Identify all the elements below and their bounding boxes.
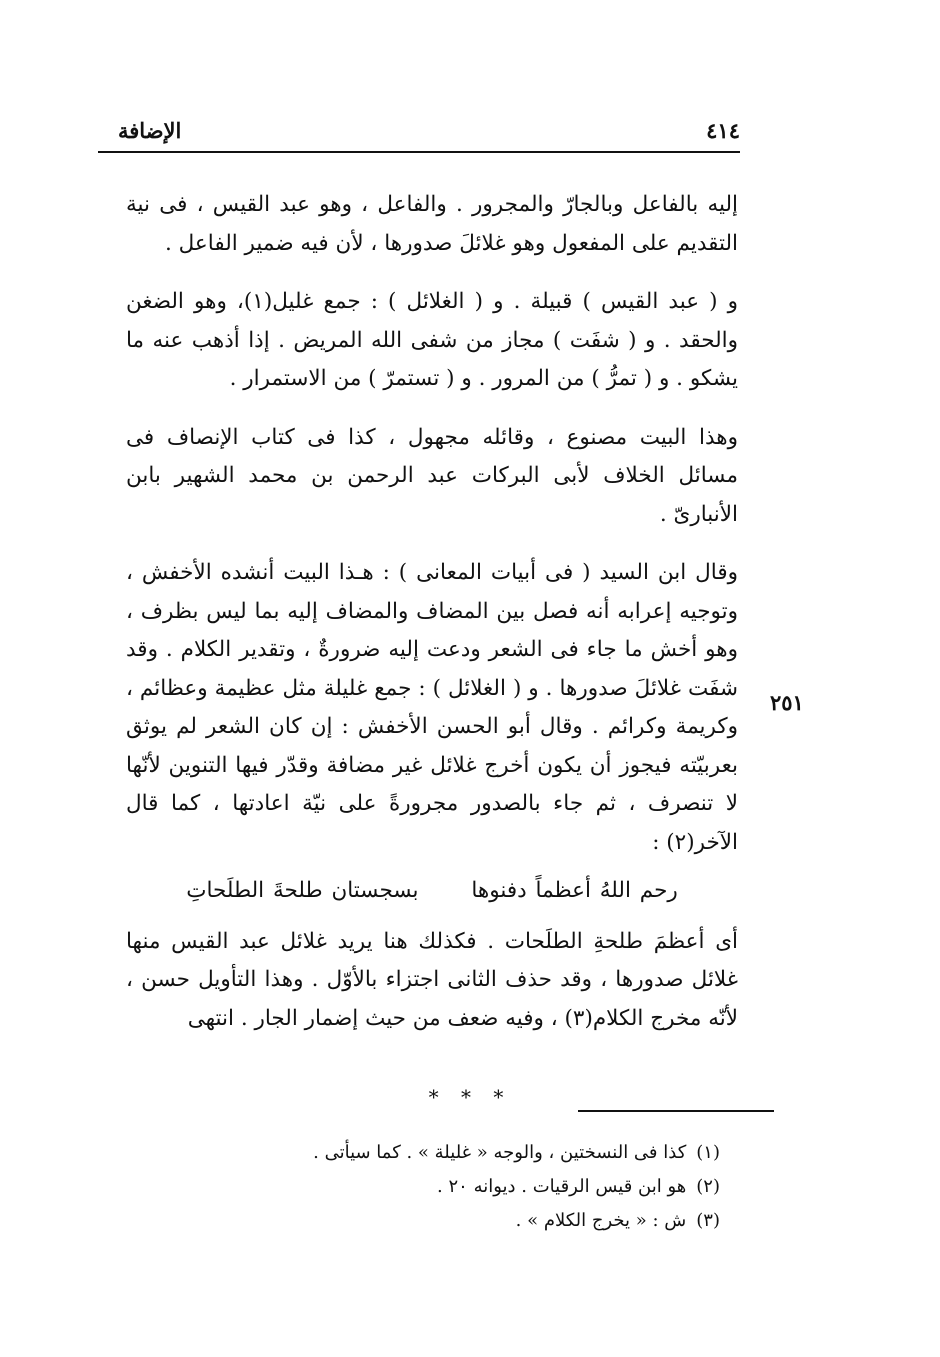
verse bbox=[126, 872, 738, 911]
footnote-text: هو ابن قيس الرقيات . ديوانه ٢٠ . bbox=[437, 1176, 687, 1197]
verse-hemistich-first: رحم اللهُ أعظماً دفنوها bbox=[471, 878, 678, 903]
section-separator: * * * bbox=[428, 1085, 512, 1109]
footnote bbox=[140, 1204, 720, 1238]
paragraph: وقال ابن السيد ( فى أبيات المعانى ) : هـذا البيت أنشده الأخفش ، وتوجيه إعرابه أنه فصل بين المضاف والمضاف إليه بما ليس بظرف ، وهو أخش ما جاء فى الشعر ودعت إليه ضرورةٌ ، وتقدير الكلام . وقد شفَت غلائلَ صدورها . و ( الغلائل ) : جمع غليلة مثل عظيمة وعظائم ، وكريمة وكرائم . وقال أبو الحسن الأخفش : إن كان الشعر لم يوثق بعربيّته فيجوز أن يكون أخرج غلائل غير مضافة وقدّر فيها التنوين لأنّها لا تنصرف ، ثم جاء بالصدور مجرورةً على نيّة اعادتها ، كما قال الآخر(٢) : bbox=[126, 560, 738, 855]
main-text bbox=[126, 186, 738, 1058]
chapter-title: الإضافة bbox=[118, 118, 182, 143]
running-header bbox=[98, 112, 740, 150]
footnote-mark: (٢) bbox=[696, 1176, 720, 1197]
footnote bbox=[140, 1136, 720, 1170]
paragraph: و ( عبد القيس ) قبيلة . و ( الغلائل ) : جمع غليل(١)، وهو الضغن والحقد . و ( شفَت ) مجاز من شفى الله المريض . إذا أذهب عنه ما يشكو . و ( تمرُّ ) من المرور . و ( تستمرّ ) من الاستمرار . bbox=[126, 289, 738, 391]
footnote-text: كذا فى النسختين ، والوجه « غليلة » . كما سيأتى . bbox=[313, 1142, 687, 1163]
footnote bbox=[140, 1170, 720, 1204]
footnotes bbox=[140, 1136, 720, 1238]
margin-number: ٢٥١ bbox=[770, 690, 804, 715]
closing-paragraph: أى أعظمَ طلحةِ الطلَحات . فكذلك هنا يريد غلائل عبد القيس منها غلائل صدورها ، وقد حذف الثانى اجتزاء بالأوّل . وهذا التأويل حسن ، لأنّه مخرج الكلام(٣) ، وفيه ضعف من حيث إضمار الجار . انتهى bbox=[126, 928, 738, 1031]
verse-hemistich-second: بسجستان طلحةَ الطلَحاتِ bbox=[186, 878, 419, 903]
paragraph: وهذا البيت مصنوع ، وقائله مجهول ، كذا فى كتاب الإنصاف فى مسائل الخلاف لأبى البركات عبد الرحمن بن محمد الشهير بابن الأنبارىّ . bbox=[126, 424, 738, 527]
footnote-mark: (٣) bbox=[696, 1210, 720, 1231]
footnote-mark: (١) bbox=[696, 1142, 720, 1163]
footnote-text: ش : « يخرج الكلام » . bbox=[515, 1210, 687, 1231]
footnote-rule bbox=[578, 1110, 774, 1112]
page-number: ٤١٤ bbox=[706, 118, 740, 143]
paragraph: إليه بالفاعل وبالجارّ والمجرور . والفاعل ، وهو عبد القيس ، فى نية التقديم على المفعول وهو غلائلَ صدورها ، لأن فيه ضمير الفاعل . bbox=[126, 192, 738, 256]
header-rule bbox=[98, 151, 740, 153]
